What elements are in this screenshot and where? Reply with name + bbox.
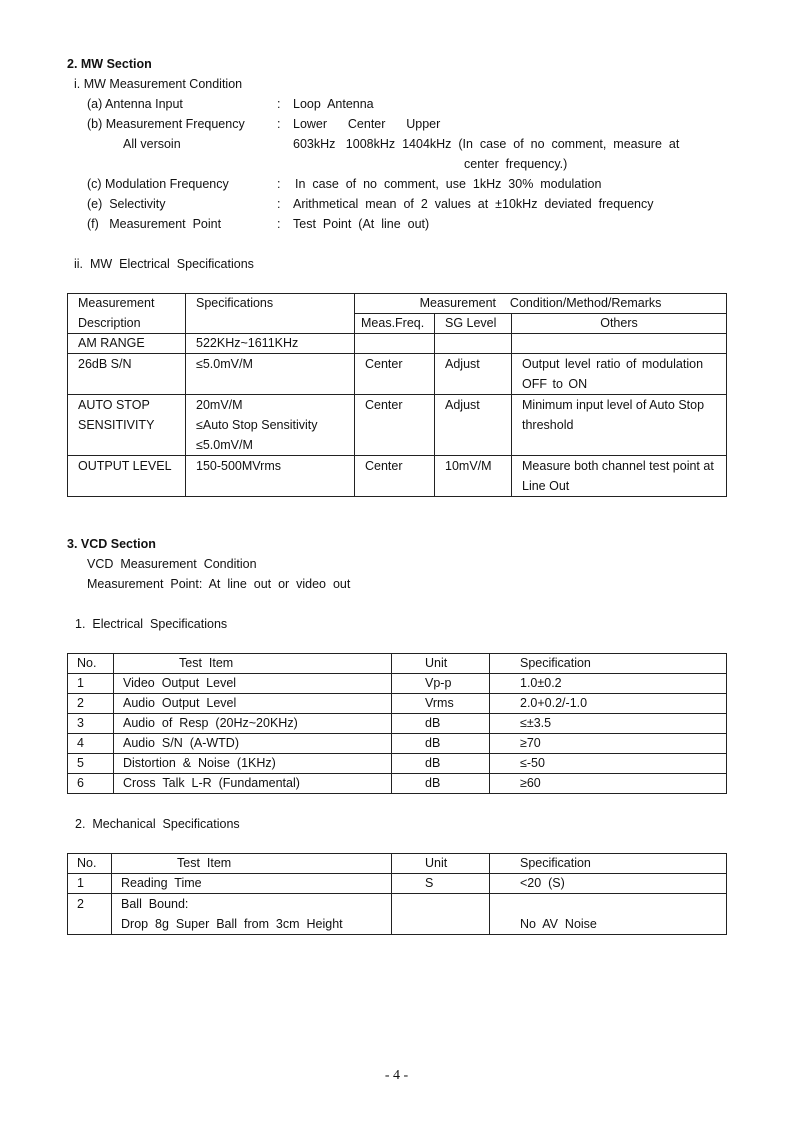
table-cell: Distortion & Noise (1KHz) xyxy=(114,754,392,774)
vcd-mechanical-table xyxy=(67,853,727,935)
header-cell: Unit xyxy=(392,854,490,874)
table-cell: Audio of Resp (20Hz~20KHz) xyxy=(114,714,392,734)
vcd-condition-title: VCD Measurement Condition xyxy=(87,557,257,571)
header-cell: Description xyxy=(68,314,186,334)
header-cell: Specifications xyxy=(186,294,355,334)
table-cell: Center xyxy=(355,395,435,456)
vcd-electrical-table xyxy=(67,653,727,794)
table-cell: ≥60 xyxy=(490,774,727,794)
table-cell xyxy=(392,894,490,935)
table-cell xyxy=(512,334,727,354)
table-cell: dB xyxy=(392,754,490,774)
header-cell: Measurement xyxy=(68,294,186,314)
cond-value: Arithmetical mean of 2 values at ±10kHz deviated frequency xyxy=(293,197,654,211)
cond-sep: : xyxy=(277,177,281,191)
table-row xyxy=(68,874,727,894)
table-cell: Output level ratio of modulation OFF to ON xyxy=(512,354,727,395)
cond-label: All versoin xyxy=(123,137,181,151)
table-row xyxy=(68,456,727,497)
page-number: - 4 - xyxy=(384,1068,409,1083)
cond-sep: : xyxy=(277,197,281,211)
table-cell: Center xyxy=(355,354,435,395)
table-cell: Vrms xyxy=(392,694,490,714)
header-cell: Specification xyxy=(490,854,727,874)
table-cell: dB xyxy=(392,714,490,734)
table-cell xyxy=(112,894,392,935)
table-cell: AM RANGE xyxy=(68,334,186,354)
table-row xyxy=(68,894,727,935)
mw-electrical-table xyxy=(67,293,727,497)
table-cell xyxy=(435,334,512,354)
table-cell: 10mV/M xyxy=(435,456,512,497)
table-cell: Audio Output Level xyxy=(114,694,392,714)
spec-line: 20mV/M xyxy=(196,398,243,412)
table-cell: 2 xyxy=(68,894,112,935)
spec-line: ≤Auto Stop Sensitivity xyxy=(196,418,318,432)
table-cell: Vp-p xyxy=(392,674,490,694)
test-item-line: Drop 8g Super Ball from 3cm Height xyxy=(121,917,343,931)
table-cell: 1 xyxy=(68,674,114,694)
table-row xyxy=(68,734,727,754)
mw-electrical-title: ii. MW Electrical Specifications xyxy=(74,257,254,271)
vcd-section-heading: 3. VCD Section xyxy=(67,537,156,551)
cond-value: Test Point (At line out) xyxy=(293,217,430,231)
cond-value: 603kHz 1008kHz 1404kHz (In case of no comment, measure at xyxy=(293,137,680,151)
table-cell: 3 xyxy=(68,714,114,734)
cond-value: Loop Antenna xyxy=(293,97,374,111)
table-cell: OUTPUT LEVEL xyxy=(68,456,186,497)
table-cell: 5 xyxy=(68,754,114,774)
header-cell: Meas.Freq. xyxy=(355,314,435,334)
table-row xyxy=(68,354,727,395)
header-cell: No. xyxy=(68,654,114,674)
cond-sep: : xyxy=(277,217,281,231)
cond-label: (b) Measurement Frequency xyxy=(87,117,245,131)
table-cell: dB xyxy=(392,734,490,754)
cond-label: (a) Antenna Input xyxy=(87,97,183,111)
test-item-line: Ball Bound: xyxy=(121,897,189,911)
table-cell xyxy=(490,894,727,935)
table-cell: 26dB S/N xyxy=(68,354,186,395)
header-cell: Test Item xyxy=(114,654,392,674)
table-cell: 1.0±0.2 xyxy=(490,674,727,694)
table-cell: Reading Time xyxy=(112,874,392,894)
table-row xyxy=(68,754,727,774)
table-row xyxy=(68,714,727,734)
header-cell: Test Item xyxy=(112,854,392,874)
table-cell: dB xyxy=(392,774,490,794)
table-cell: <20 (S) xyxy=(490,874,727,894)
table-cell: 1 xyxy=(68,874,112,894)
vcd-electrical-title: 1. Electrical Specifications xyxy=(75,617,228,631)
table-row xyxy=(68,694,727,714)
table-cell: Audio S/N (A-WTD) xyxy=(114,734,392,754)
table-cell: 522KHz~1611KHz xyxy=(186,334,355,354)
spec-line: ≤5.0mV/M xyxy=(196,438,253,452)
table-cell: ≤5.0mV/M xyxy=(186,354,355,395)
table-row xyxy=(68,334,727,354)
cond-label: (c) Modulation Frequency xyxy=(87,177,229,191)
cond-value: Lower Center Upper xyxy=(293,117,441,131)
table-cell: Measure both channel test point at Line Out xyxy=(512,456,727,497)
table-cell: Center xyxy=(355,456,435,497)
table-cell: Video Output Level xyxy=(114,674,392,694)
vcd-mechanical-title: 2. Mechanical Specifications xyxy=(75,817,240,831)
table-cell: 6 xyxy=(68,774,114,794)
cond-sep: : xyxy=(277,97,281,111)
cond-sep: : xyxy=(277,117,281,131)
table-cell: ≤±3.5 xyxy=(490,714,727,734)
table-cell: 150-500MVrms xyxy=(186,456,355,497)
header-cell: Others xyxy=(512,314,727,334)
table-cell: AUTO STOP SENSITIVITY xyxy=(68,395,186,456)
table-cell: Adjust xyxy=(435,354,512,395)
table-row xyxy=(68,395,727,456)
header-cell: SG Level xyxy=(435,314,512,334)
mw-condition-title: i. MW Measurement Condition xyxy=(74,77,243,91)
mw-section-heading: 2. MW Section xyxy=(67,57,152,71)
header-cell: Unit xyxy=(392,654,490,674)
table-row xyxy=(68,674,727,694)
cond-label: (e) Selectivity xyxy=(87,197,166,211)
header-cell: No. xyxy=(68,854,112,874)
table-row xyxy=(68,774,727,794)
header-cell: Measurement Condition/Method/Remarks xyxy=(355,294,727,314)
table-cell xyxy=(186,395,355,456)
table-cell: 2 xyxy=(68,694,114,714)
cond-value: In case of no comment, use 1kHz 30% modulation xyxy=(295,177,602,191)
vcd-measurement-point: Measurement Point: At line out or video out xyxy=(87,577,351,591)
cond-value-continued: center frequency.) xyxy=(464,157,568,171)
table-cell: Minimum input level of Auto Stop threshold xyxy=(512,395,727,456)
table-cell: ≥70 xyxy=(490,734,727,754)
table-cell xyxy=(355,334,435,354)
table-cell: ≤-50 xyxy=(490,754,727,774)
table-cell: S xyxy=(392,874,490,894)
table-cell: Adjust xyxy=(435,395,512,456)
cond-label: (f) Measurement Point xyxy=(87,217,222,231)
spec-line: No AV Noise xyxy=(520,917,597,931)
table-cell: Cross Talk L-R (Fundamental) xyxy=(114,774,392,794)
table-cell: 4 xyxy=(68,734,114,754)
header-cell: Specification xyxy=(490,654,727,674)
table-cell: 2.0+0.2/-1.0 xyxy=(490,694,727,714)
